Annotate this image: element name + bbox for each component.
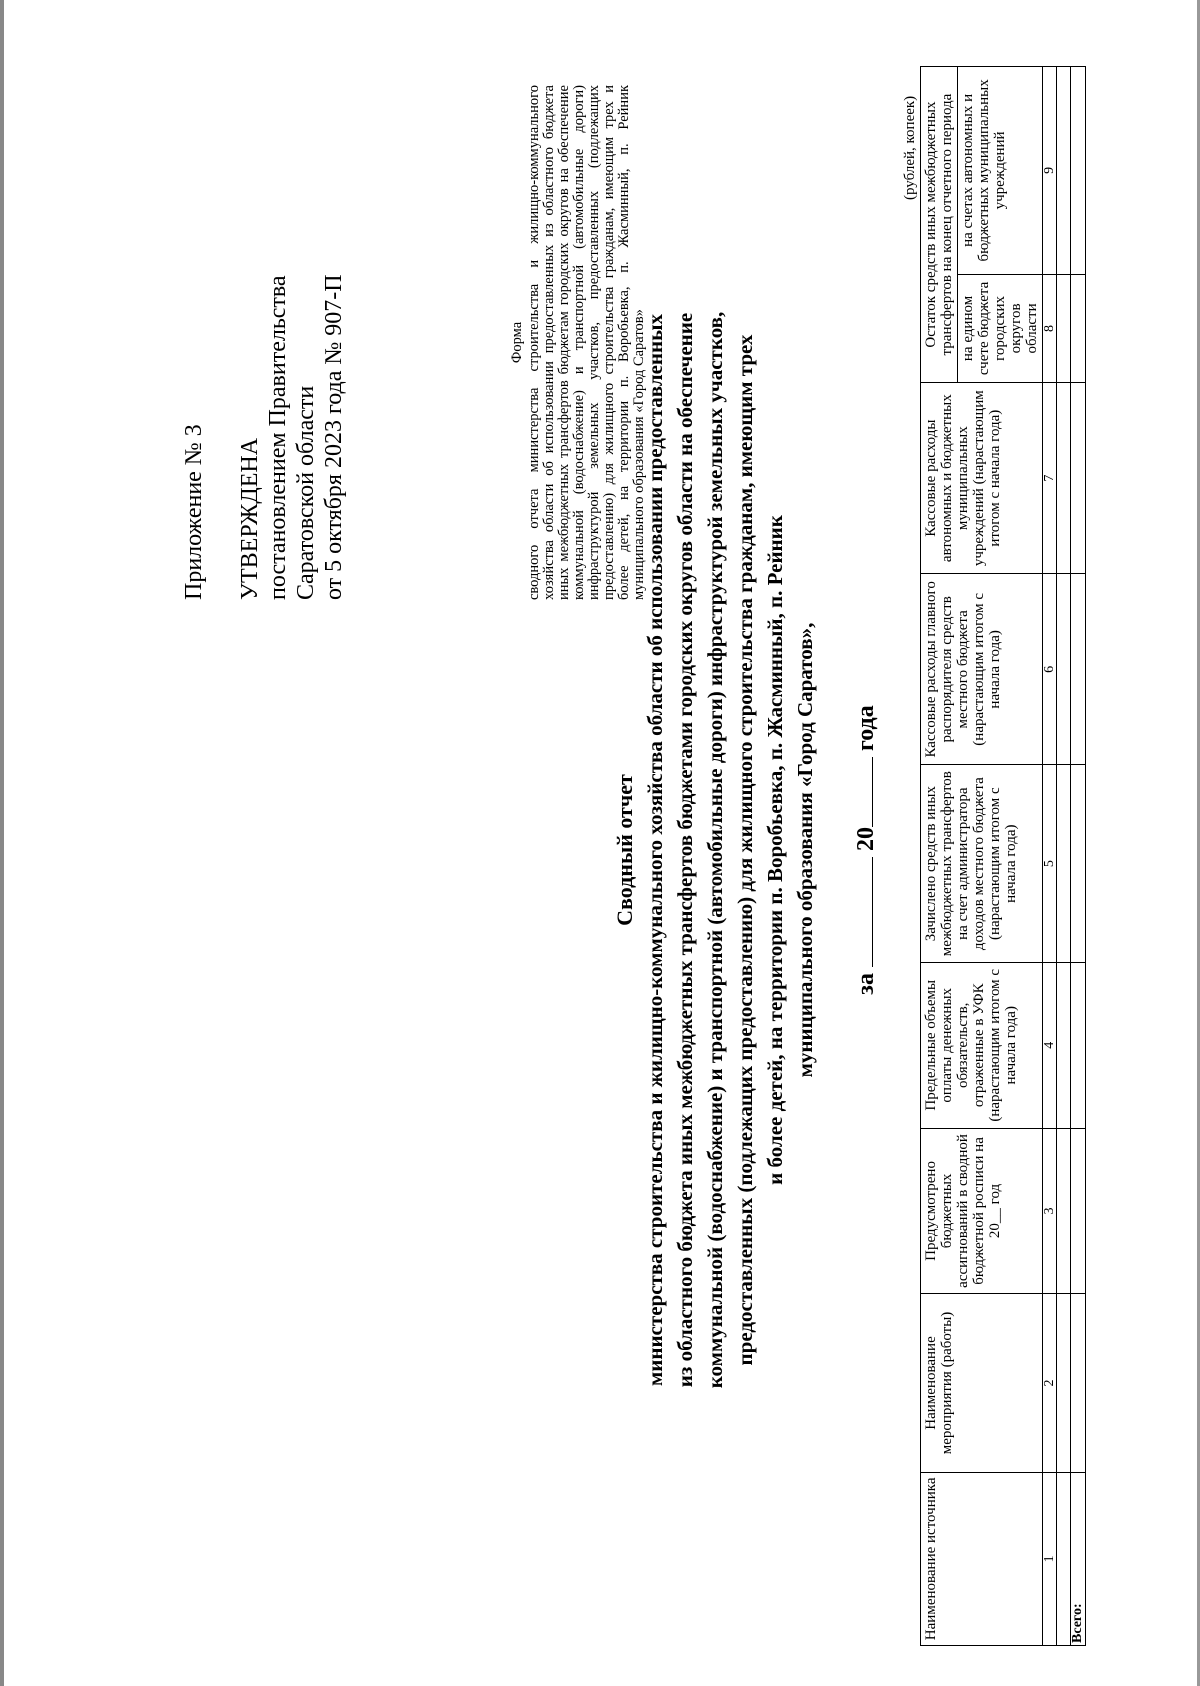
approval-line-3: от 5 октября 2023 года № 907-П [321,274,347,600]
report-subtitle-line-3: коммунальной (водоснабжение) и транспортной (автомобильные дороги) инфраструктурой земельных участков, [703,311,727,1389]
header-budget-allocations: Предусмотрено бюджетных ассигнований в сводной бюджетной росписи на 20__ год [921,1128,1043,1294]
table-cell [1057,765,1071,963]
report-title: Сводный отчет [612,774,637,926]
form-label: Форма [509,321,525,364]
header-cash-expenses-institutions: Кассовые расходы автономных и бюджетных муниципальных учреждений (нарастающим итогом с начала года) [921,383,1043,574]
period-prefix: за [853,973,879,995]
table-cell [1057,67,1071,275]
table-cell [1071,1294,1086,1472]
table-cell [1071,574,1086,765]
approval-line-2: Саратовской области [293,385,319,600]
report-title-block [610,70,820,1630]
report-table [920,66,1086,1646]
table-cell [1071,962,1086,1128]
report-subtitle-line-1: министерства строительства и жилищно-коммунального хозяйства области об использовании предоставленных [643,313,667,1387]
header-cash-expenses-main: Кассовые расходы главного распорядителя средств местного бюджета (нарастающим итогом с начала года) [921,574,1043,765]
report-period [850,590,880,1110]
approval-block [180,80,348,600]
period-suffix: года [853,705,879,752]
column-number: 7 [1043,383,1057,574]
table-cell [1057,383,1071,574]
table-cell [1057,1128,1071,1294]
header-remaining-single-account: на едином счете бюджета городских округов области [958,274,1043,382]
header-remaining-institution-accounts: на счетах автономных и бюджетных муниципальных учреждений [958,67,1043,275]
period-year-prefix: 20 [853,827,879,852]
document-page [40,50,1160,1650]
column-number: 8 [1043,274,1057,382]
approval-line-1: постановлением Правительства [265,275,291,600]
header-activity-name: Наименование мероприятия (работы) [921,1294,1043,1472]
header-source-name: Наименование источника [921,1472,1043,1645]
table-column-numbers-row [1043,67,1057,1646]
column-number: 6 [1043,574,1057,765]
table-cell [1057,962,1071,1128]
table-cell [1057,574,1071,765]
period-blank-field [850,857,873,967]
table-cell [1071,383,1086,574]
table-empty-row [1057,67,1071,1646]
units-note: (рублей, копеек) [902,95,918,200]
table-cell [1071,1128,1086,1294]
table-cell [1071,765,1086,963]
column-number: 1 [1043,1472,1057,1645]
column-number: 5 [1043,765,1057,963]
report-subtitle-line-2: из областного бюджета иных межбюджетных трансфертов бюджетами городских округов области на обеспечение [673,312,697,1388]
table-total-row [1071,67,1086,1646]
column-number: 3 [1043,1128,1057,1294]
scan-edge-left [0,0,4,1686]
table-header-row-1 [921,67,958,1646]
table-cell [1057,1472,1071,1645]
report-subtitle-line-5: и более детей, на территории п. Воробьевка, п. Жасминный, п. Рейник [763,515,787,1185]
total-label: Всего: [1071,1472,1086,1645]
column-number: 4 [1043,962,1057,1128]
column-number: 9 [1043,67,1057,275]
form-text: сводного отчета министерства строительства и жилищно-коммунального хозяйства области об использовании предоставленных из областного бюджета иных межбюджетных трансфертов бюджетам городских округов на обеспечение коммунальной (водоснабжение) и транспортной (автомобильные дороги) инфраструктурой земельных участков, предоставленных (подлежащих предоставлению) для жилищного строительства гражданам, имеющим трех и более детей, на территории п. Воробьевка, п. Жасминный, п. Рейник муниципального образования «Город Саратов» [526,85,647,600]
period-year-blank-field [850,757,873,827]
report-subtitle-line-4: предоставленных (подлежащих предоставлению) для жилищного строительства гражданам, имеющим трех [733,334,757,1366]
table-cell [1057,1294,1071,1472]
header-credited-transfers: Зачислено средств иных межбюджетных трансфертов на счет администратора доходов местного бюджета (нарастающим итогом с начала года) [921,765,1043,963]
table-cell [1057,274,1071,382]
header-payment-limits: Предельные объемы оплаты денежных обязательств, отраженные в УФК (нарастающим итогом с начала года) [921,962,1043,1128]
column-number: 2 [1043,1294,1057,1472]
table-cell [1071,274,1086,382]
header-remaining-funds: Остаток средств иных межбюджетных трансфертов на конец отчетного периода [921,67,958,383]
report-subtitle-line-6: муниципального образования «Город Саратов», [793,622,817,1078]
annex-number: Приложение № 3 [181,424,207,600]
table-cell [1071,67,1086,275]
approved-stamp-text: УТВЕРЖДЕНА [237,437,263,600]
